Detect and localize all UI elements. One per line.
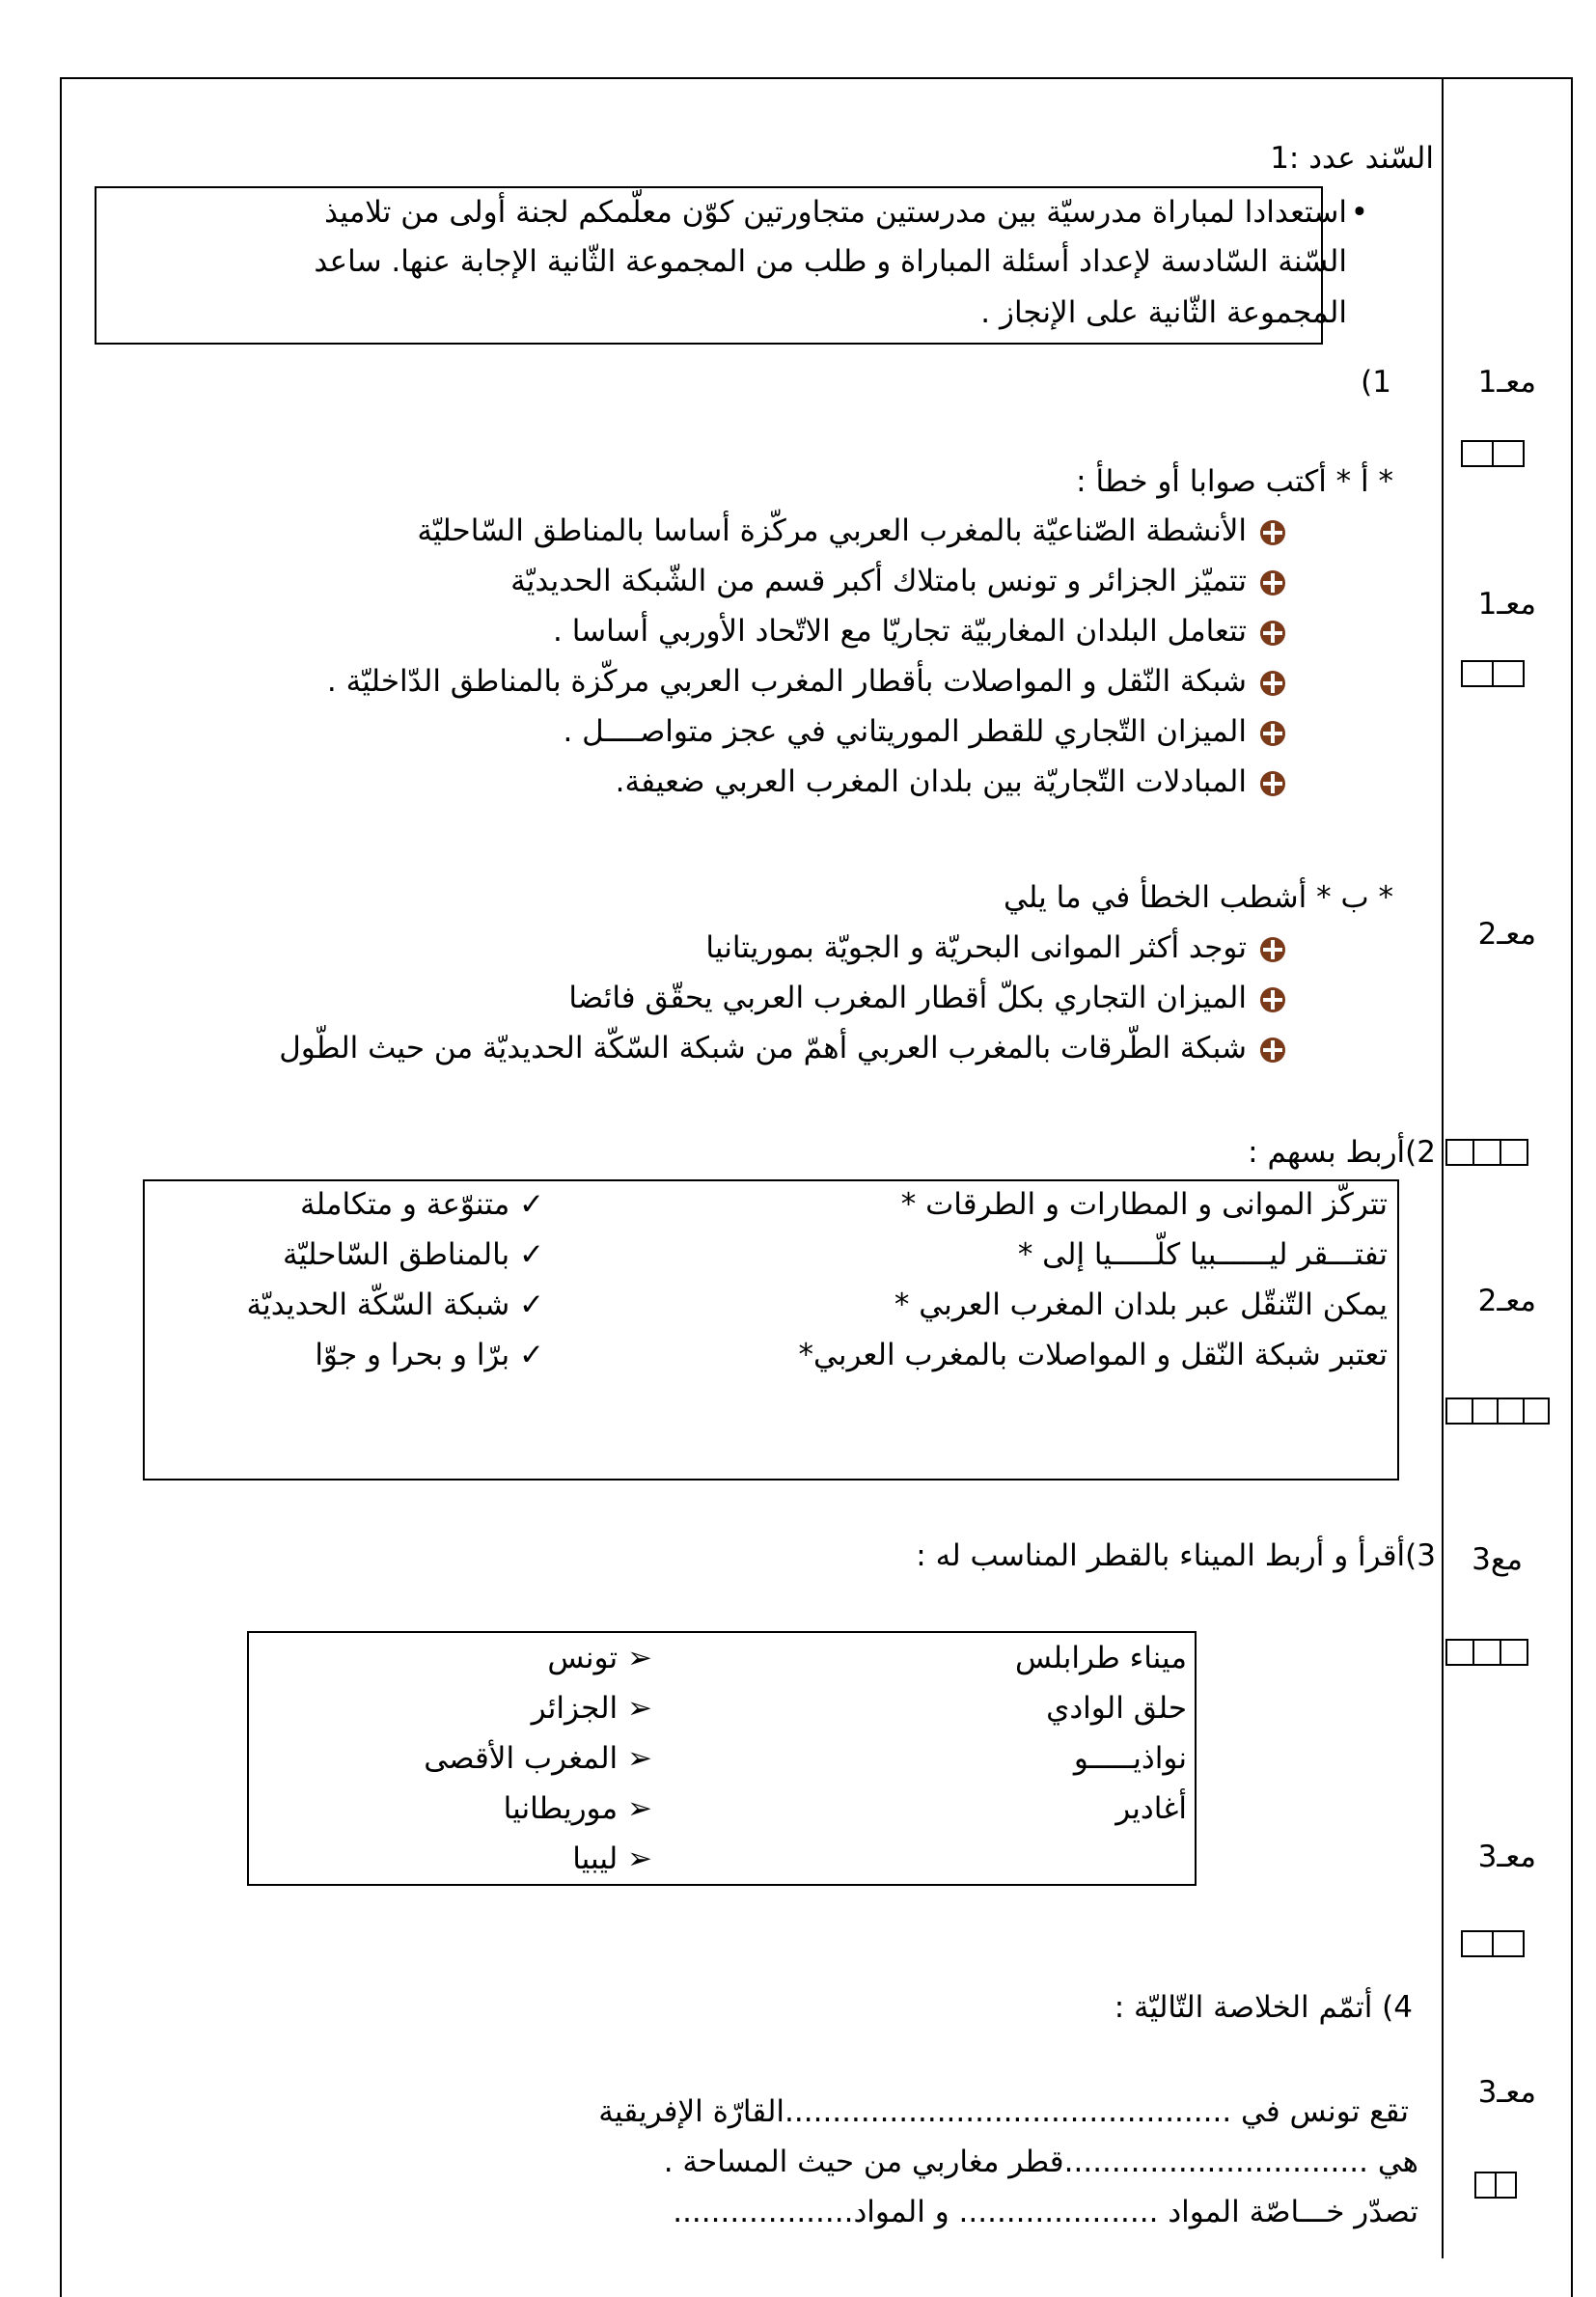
q3-port-4: أغادير bbox=[1115, 1791, 1187, 1826]
q2-box bbox=[143, 1179, 1399, 1481]
margin-label-m3a: مع3 bbox=[1472, 1542, 1523, 1577]
q2-right-2: ✓ بالمناطق السّاحليّة bbox=[282, 1237, 544, 1272]
sanad-line-3: المجموعة الثّانية على الإنجاز . bbox=[980, 295, 1347, 330]
q1a-item-4: شبكة النّقل و المواصلات بأقطار المغرب العربي مركّزة بالمناطق الدّاخليّة . bbox=[327, 664, 1285, 700]
margin-label-m1b: معـ1 bbox=[1477, 587, 1536, 622]
flower-bullet-icon bbox=[1260, 671, 1285, 696]
sanad-title: السّند عدد :1 bbox=[1270, 141, 1434, 176]
q3-port-3: نواذيـــــو bbox=[1073, 1741, 1187, 1776]
q1b-item-3: شبكة الطّرقات بالمغرب العربي أهمّ من شبكة السّكّة الحديديّة من حيث الطّول bbox=[279, 1031, 1285, 1066]
score-box bbox=[1445, 1398, 1550, 1425]
q3-port-1: ميناء طرابلس bbox=[1015, 1641, 1187, 1675]
q1a-item-5: الميزان التّجاري للقطر الموريتاني في عجز متواصــــل . bbox=[563, 714, 1285, 750]
margin-label-m3b: معـ3 bbox=[1477, 1840, 1536, 1874]
q4-line-3: تصدّر خـــاصّة المواد ..................... و المواد................... bbox=[673, 2195, 1418, 2229]
q3-country-2: ➢ الجزائر bbox=[531, 1691, 652, 1726]
q1a-item-3: تتعامل البلدان المغاربيّة تجاريّا مع الاتّحاد الأوربي أساسا . bbox=[553, 614, 1285, 650]
flower-bullet-icon bbox=[1260, 721, 1285, 746]
q3-country-3: ➢ المغرب الأقصى bbox=[424, 1741, 652, 1776]
q2-left-3: يمكن التّنقّل عبر بلدان المغرب العربي * bbox=[894, 1287, 1388, 1322]
question-4-title: 4) أتمّم الخلاصة التّاليّة : bbox=[1114, 1990, 1413, 2025]
question-2-title: 2)أربط بسهم : bbox=[1248, 1135, 1436, 1170]
question-1-number: 1) bbox=[1361, 365, 1391, 400]
score-box bbox=[1474, 2172, 1517, 2199]
flower-bullet-icon bbox=[1260, 570, 1285, 595]
sanad-bullet: • bbox=[1350, 195, 1368, 230]
q2-right-4: ✓ برّا و بحرا و جوّا bbox=[315, 1338, 544, 1372]
q3-country-5: ➢ ليبيا bbox=[572, 1841, 652, 1876]
margin-label-m2a: معـ2 bbox=[1477, 917, 1536, 952]
q2-left-1: تتركّز الموانى و المطارات و الطرقات * bbox=[900, 1187, 1388, 1222]
margin-label-m3c: معـ3 bbox=[1477, 2075, 1536, 2110]
q3-country-4: ➢ موريطانيا bbox=[503, 1791, 652, 1826]
sanad-line-2: السّنة السّادسة لإعداد أسئلة المباراة و طلب من المجموعة الثّانية الإجابة عنها. ساعد bbox=[314, 244, 1347, 279]
q4-line-1: تقع تونس في ...............................................القارّة الإفريقية bbox=[598, 2094, 1409, 2129]
q1a-item-2: تتميّز الجزائر و تونس بامتلاك أكبر قسم من الشّبكة الحديديّة bbox=[510, 564, 1285, 599]
flower-bullet-icon bbox=[1260, 937, 1285, 962]
flower-bullet-icon bbox=[1260, 987, 1285, 1012]
q1a-item-6: المبادلات التّجاريّة بين بلدان المغرب العربي ضعيفة. bbox=[616, 764, 1285, 800]
margin-label-m1a: معـ1 bbox=[1477, 365, 1536, 400]
question-3-title: 3)أقرأ و أربط الميناء بالقطر المناسب له : bbox=[916, 1538, 1436, 1573]
score-box bbox=[1461, 660, 1525, 687]
q1b-item-2: الميزان التجاري بكلّ أقطار المغرب العربي يحقّق فائضا bbox=[568, 981, 1285, 1016]
question-1b-title: * ب * أشطب الخطأ في ما يلي bbox=[1004, 880, 1393, 915]
sanad-line-1: استعدادا لمباراة مدرسيّة بين مدرستين متجاورتين كوّن معلّمكم لجنة أولى من تلاميذ bbox=[324, 195, 1347, 230]
q1a-item-1: الأنشطة الصّناعيّة بالمغرب العربي مركّزة أساسا بالمناطق السّاحليّة bbox=[417, 513, 1285, 549]
q2-right-3: ✓ شبكة السّكّة الحديديّة bbox=[246, 1287, 544, 1322]
q3-port-2: حلق الوادي bbox=[1046, 1691, 1187, 1726]
q1b-item-1: توجد أكثر الموانى البحريّة و الجويّة بموريتانيا bbox=[705, 930, 1285, 966]
flower-bullet-icon bbox=[1260, 1038, 1285, 1063]
q4-line-2: هي ................................قطر مغاربي من حيث المساحة . bbox=[663, 2145, 1418, 2179]
q2-left-2: تفتـــقر ليــــــبيا كلّـــــيا إلى * bbox=[1017, 1237, 1388, 1272]
margin-label-m2b: معـ2 bbox=[1477, 1284, 1536, 1318]
flower-bullet-icon bbox=[1260, 621, 1285, 646]
score-box bbox=[1445, 1639, 1528, 1666]
score-box bbox=[1445, 1139, 1528, 1166]
flower-bullet-icon bbox=[1260, 771, 1285, 796]
q2-right-1: ✓ متنوّعة و متكاملة bbox=[300, 1187, 544, 1222]
q2-left-4: تعتبر شبكة النّقل و المواصلات بالمغرب العربي* bbox=[798, 1338, 1388, 1372]
score-box bbox=[1461, 440, 1525, 467]
score-box bbox=[1461, 1930, 1525, 1957]
margin-divider bbox=[1442, 77, 1444, 2258]
question-1a-title: * أ * أكتب صوابا أو خطأ : bbox=[1076, 464, 1393, 499]
flower-bullet-icon bbox=[1260, 520, 1285, 545]
q3-country-1: ➢ تونس bbox=[547, 1641, 652, 1675]
